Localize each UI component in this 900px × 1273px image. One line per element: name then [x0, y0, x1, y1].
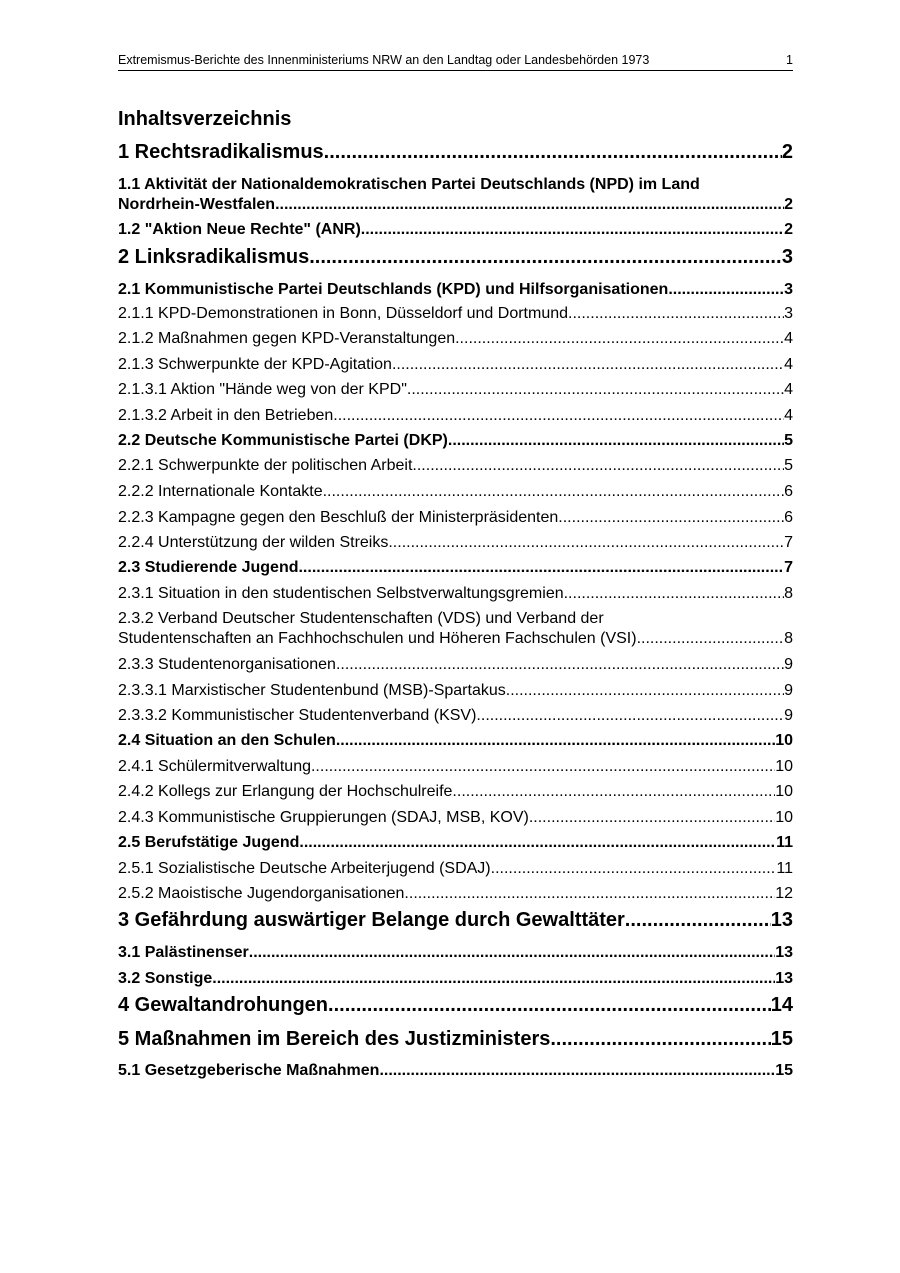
toc-page-number: 4: [784, 381, 793, 398]
toc-dot-leader: [212, 969, 775, 989]
toc-entry[interactable]: [118, 175, 793, 215]
toc-entry[interactable]: [118, 833, 793, 853]
toc-entry[interactable]: [118, 355, 793, 375]
toc-entry-title: 5 Maßnahmen im Bereich des Justizministers: [118, 1028, 551, 1050]
toc-entry-title-continuation-line: [118, 629, 793, 649]
toc-page-number: 3: [781, 246, 793, 268]
toc-dot-leader: [299, 833, 776, 853]
toc-dot-leader: [324, 140, 782, 164]
toc-dot-leader: [249, 943, 775, 963]
toc-entry-title: 2.4 Situation an den Schulen: [118, 732, 336, 749]
toc-entry-title: 1.1 Aktivität der Nationaldemokratischen Partei Deutschlands (NPD) im Land: [118, 176, 700, 193]
toc-entry[interactable]: [118, 533, 793, 553]
toc-dot-leader: [529, 808, 775, 828]
toc-dot-leader: [455, 329, 784, 349]
toc-entry-title: 2.5.2 Maoistische Jugendorganisationen: [118, 885, 405, 902]
toc-page-number: 8: [784, 585, 793, 602]
toc-dot-leader: [328, 993, 771, 1017]
toc-page-number: 13: [770, 909, 793, 931]
toc-page-number: 15: [770, 1028, 793, 1050]
toc-page-number: 4: [784, 330, 793, 347]
toc-dot-leader: [275, 195, 784, 215]
toc-entry[interactable]: [118, 245, 793, 269]
toc-dot-leader: [361, 220, 784, 240]
toc-dot-leader: [404, 884, 775, 904]
toc-entry[interactable]: [118, 655, 793, 675]
toc-entry[interactable]: [118, 808, 793, 828]
toc-dot-leader: [568, 304, 784, 324]
toc-entry[interactable]: [118, 140, 793, 164]
toc-entry-title: 2.4.1 Schülermitverwaltung: [118, 758, 311, 775]
toc-entry-title-continuation-line: [118, 195, 793, 215]
toc-entry[interactable]: [118, 609, 793, 649]
toc-entry-title: 2.5 Berufstätige Jugend: [118, 834, 300, 851]
toc-entry-title: 2.1.3.1 Aktion "Hände weg von der KPD": [118, 381, 407, 398]
toc-entry-title: 5.1 Gesetzgeberische Maßnahmen: [118, 1062, 380, 1079]
toc-entry-title: 2.5.1 Sozialistische Deutsche Arbeiterjugend (SDAJ): [118, 860, 491, 877]
toc-entry-title: 2.3 Studierende Jugend: [118, 559, 299, 576]
toc-page-number: 9: [784, 682, 793, 699]
toc-entry-title: 2.3.2 Verband Deutscher Studentenschaften (VDS) und Verband der: [118, 610, 604, 627]
toc-entry[interactable]: [118, 757, 793, 777]
toc-dot-leader: [336, 731, 775, 751]
toc-page-number: 8: [784, 630, 793, 647]
toc-entry-title: 1 Rechtsradikalismus: [118, 141, 324, 163]
toc-entry[interactable]: [118, 482, 793, 502]
toc-entry[interactable]: [118, 304, 793, 324]
toc-page-number: 4: [784, 356, 793, 373]
toc-entry-title: 2.4.3 Kommunistische Gruppierungen (SDAJ, MSB, KOV): [118, 809, 529, 826]
toc-entry-title: 2.3.1 Situation in den studentischen Selbstverwaltungsgremien: [118, 585, 564, 602]
toc-entry-title: 2.2.2 Internationale Kontakte: [118, 483, 323, 500]
toc-entry-title: 2.2.4 Unterstützung der wilden Streiks: [118, 534, 389, 551]
toc-dot-leader: [491, 859, 777, 879]
toc-page-number: 13: [775, 944, 793, 961]
toc-entry[interactable]: [118, 731, 793, 751]
toc-page-number: 3: [784, 281, 793, 298]
toc-entry-title: 1.2 "Aktion Neue Rechte" (ANR): [118, 221, 361, 238]
toc-entry[interactable]: [118, 908, 793, 932]
toc-entry[interactable]: [118, 969, 793, 989]
toc-entry-title: 2.4.2 Kollegs zur Erlangung der Hochschulreife: [118, 783, 453, 800]
toc-entry-title: 2.1 Kommunistische Partei Deutschlands (KPD) und Hilfsorganisationen: [118, 281, 669, 298]
toc-page-number: 6: [784, 483, 793, 500]
toc-dot-leader: [407, 380, 784, 400]
toc-entry[interactable]: [118, 943, 793, 963]
toc-dot-leader: [392, 355, 784, 375]
running-header-page-number: 1: [786, 53, 793, 67]
toc-page-number: 10: [775, 758, 793, 775]
toc-entry[interactable]: [118, 329, 793, 349]
toc-dot-leader: [388, 533, 784, 553]
toc-dot-leader: [668, 280, 784, 300]
toc-heading: Inhaltsverzeichnis: [118, 108, 292, 130]
toc-dot-leader: [452, 782, 775, 802]
toc-page-number: 5: [784, 457, 793, 474]
toc-page-number: 4: [784, 407, 793, 424]
toc-dot-leader: [558, 508, 784, 528]
toc-entry-title: 2.1.3.2 Arbeit in den Betrieben: [118, 407, 334, 424]
toc-entry-title: 3 Gefährdung auswärtiger Belange durch Gewalttäter: [118, 909, 625, 931]
toc-entry[interactable]: [118, 584, 793, 604]
toc-dot-leader: [309, 245, 782, 269]
toc-page-number: 2: [781, 141, 793, 163]
toc-dot-leader: [298, 558, 784, 578]
toc-page-number: 10: [775, 732, 793, 749]
toc-page-number: 11: [776, 860, 793, 877]
toc-entry[interactable]: [118, 1061, 793, 1081]
toc-entry[interactable]: [118, 993, 793, 1017]
toc-entry-title: 2.2.1 Schwerpunkte der politischen Arbeit: [118, 457, 413, 474]
toc-entry[interactable]: [118, 220, 793, 240]
toc-dot-leader: [476, 706, 784, 726]
toc-entry[interactable]: [118, 456, 793, 476]
toc-dot-leader: [311, 757, 775, 777]
toc-entry[interactable]: [118, 681, 793, 701]
toc-entry-title: 2.3.3 Studentenorganisationen: [118, 656, 336, 673]
toc-page-number: 9: [784, 707, 793, 724]
toc-page-number: 14: [770, 994, 793, 1016]
toc-entry-title: 2.2 Deutsche Kommunistische Partei (DKP): [118, 432, 448, 449]
toc-page-number: 7: [784, 534, 793, 551]
toc-entry-title: 2.2.3 Kampagne gegen den Beschluß der Ministerpräsidenten: [118, 509, 559, 526]
toc-entry-title: 2.3.3.1 Marxistischer Studentenbund (MSB)-Spartakus: [118, 682, 506, 699]
running-header-title: Extremismus-Berichte des Innenministeriums NRW an den Landtag oder Landesbehörden 1973: [118, 53, 650, 67]
toc-entry-title: 2.1.1 KPD-Demonstrationen in Bonn, Düsseldorf und Dortmund: [118, 305, 569, 322]
toc-page-number: 13: [775, 970, 793, 987]
toc-dot-leader: [323, 482, 785, 502]
toc-page-number: 10: [775, 809, 793, 826]
toc-page-number: 3: [784, 305, 793, 322]
running-header: [118, 53, 793, 71]
toc-dot-leader: [564, 584, 784, 604]
toc-entry[interactable]: [118, 431, 793, 451]
toc-page-number: 2: [784, 196, 793, 213]
toc-dot-leader: [412, 456, 784, 476]
toc-page-number: 10: [775, 783, 793, 800]
toc-dot-leader: [550, 1027, 770, 1051]
toc-entry[interactable]: [118, 1027, 793, 1051]
toc-dot-leader: [506, 681, 784, 701]
toc-dot-leader: [379, 1061, 775, 1081]
toc-entry-title: 3.2 Sonstige: [118, 970, 213, 987]
toc-entry-title: 2.1.2 Maßnahmen gegen KPD-Veranstaltungen: [118, 330, 456, 347]
toc-dot-leader: [336, 655, 784, 675]
toc-entry-title: 3.1 Palästinenser: [118, 944, 249, 961]
toc-entry[interactable]: [118, 884, 793, 904]
toc-page-number: 9: [784, 656, 793, 673]
toc-page-number: 12: [775, 885, 793, 902]
toc-page-number: 2: [784, 221, 793, 238]
toc-entry[interactable]: [118, 280, 793, 300]
toc-entry[interactable]: [118, 782, 793, 802]
toc-entry-title: 2.3.3.2 Kommunistischer Studentenverband (KSV): [118, 707, 477, 724]
toc-page-number: 11: [776, 834, 793, 851]
toc-dot-leader: [637, 629, 785, 649]
toc-page-number: 5: [784, 432, 793, 449]
toc-dot-leader: [333, 406, 784, 426]
toc-entry-title-continuation: Studentenschaften an Fachhochschulen und Höheren Fachschulen (VSI): [118, 630, 637, 647]
toc-entry[interactable]: [118, 406, 793, 426]
toc-entry[interactable]: [118, 508, 793, 528]
toc-entry-title: 2.1.3 Schwerpunkte der KPD-Agitation: [118, 356, 392, 373]
toc-entry[interactable]: [118, 706, 793, 726]
toc-entry-title: 2 Linksradikalismus: [118, 246, 310, 268]
toc-entry-title-continuation: Nordrhein-Westfalen: [118, 196, 276, 213]
toc-dot-leader: [448, 431, 784, 451]
toc-entry[interactable]: [118, 380, 793, 400]
toc-entry[interactable]: [118, 558, 793, 578]
toc-page-number: 15: [775, 1062, 793, 1079]
toc-entry[interactable]: [118, 859, 793, 879]
toc-page-number: 7: [784, 559, 793, 576]
toc-entry-title: 4 Gewaltandrohungen: [118, 994, 329, 1016]
toc-dot-leader: [625, 908, 771, 932]
toc-page-number: 6: [784, 509, 793, 526]
